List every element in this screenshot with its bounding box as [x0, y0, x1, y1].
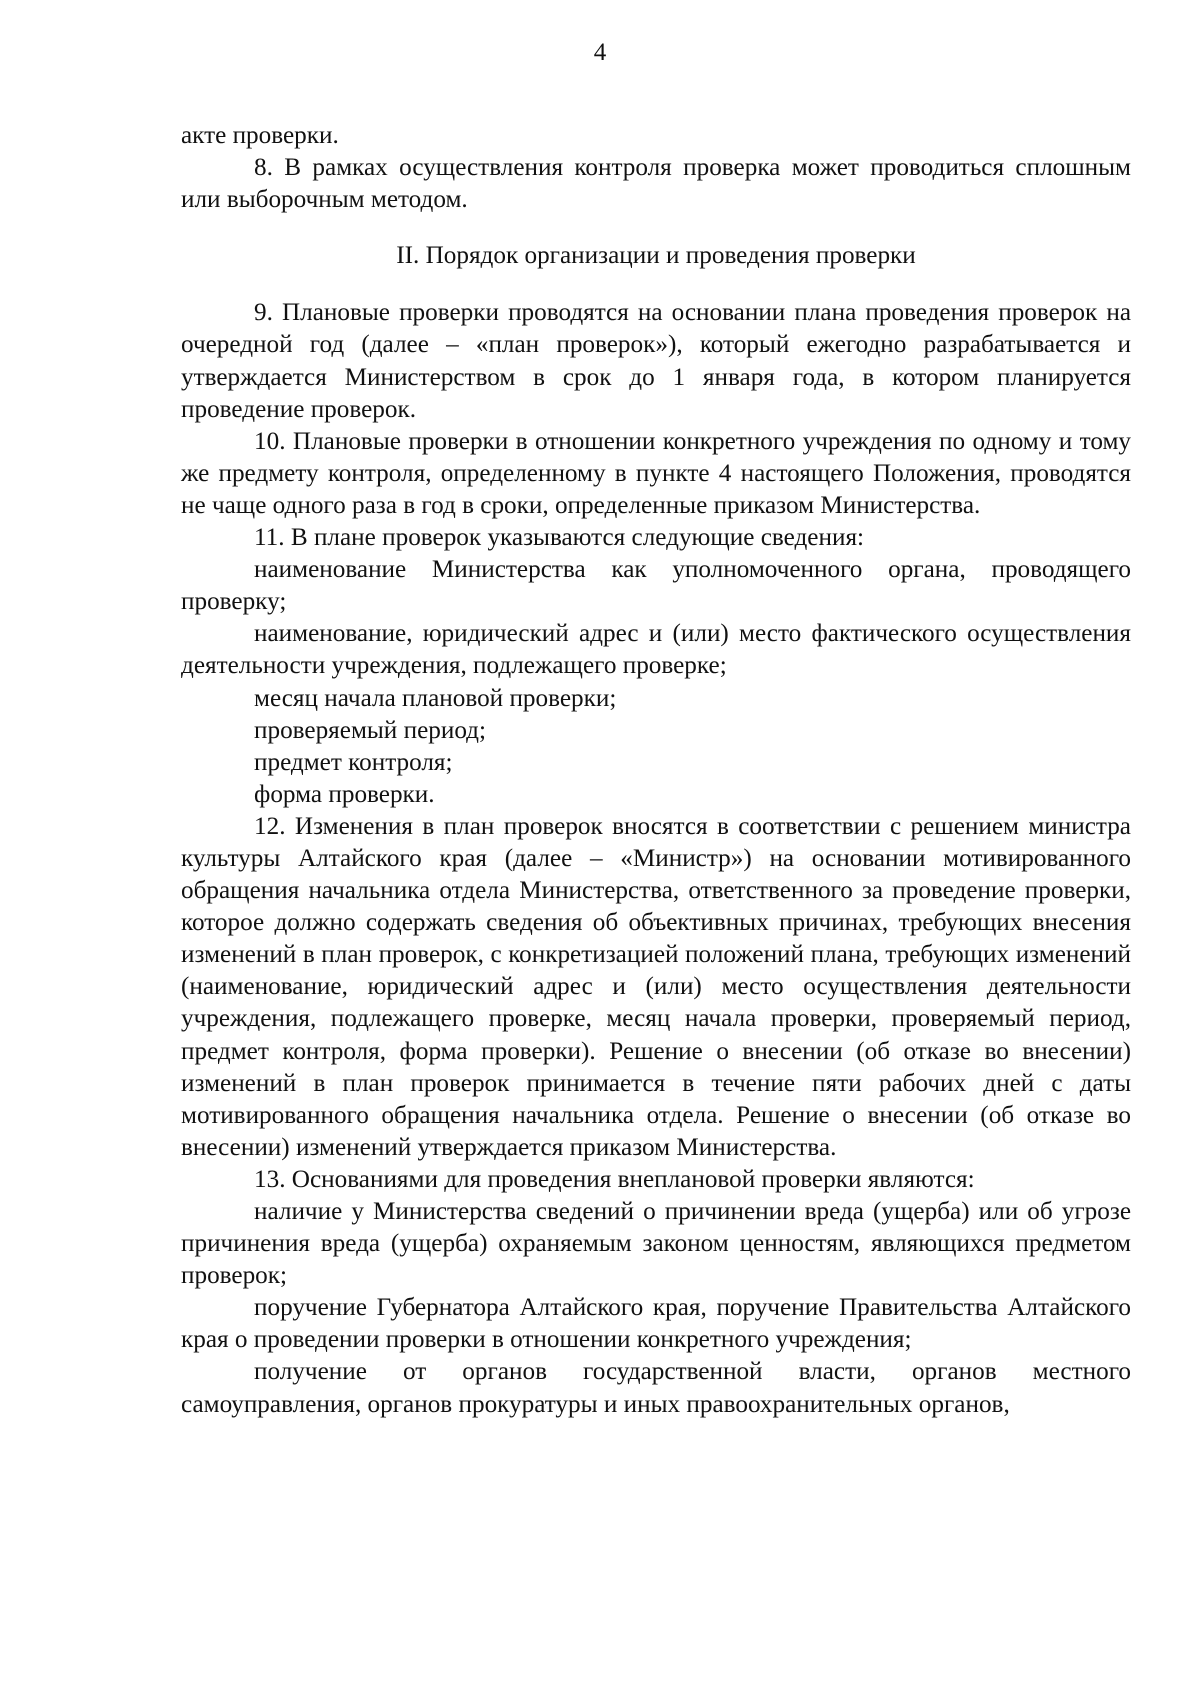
- document-body: [181, 120, 1131, 1421]
- list-item: получение от органов государственной власти, органов местного самоуправления, органов прокуратуры и иных правоохранительных органов,: [181, 1358, 1131, 1418]
- list-item: наличие у Министерства сведений о причинении вреда (ущерба) или об угрозе причинения вреда (ущерба) охраняемым законом ценностям, являющихся предметом проверок;: [181, 1198, 1131, 1290]
- paragraph-10: 10. Плановые проверки в отношении конкретного учреждения по одному и тому же предмету контроля, определенному в пункте 4 настоящего Положения, проводятся не чаще одного раза в год в сроки, определенные приказом Министерства.: [181, 427, 1131, 519]
- section-title: II. Порядок организации и проведения проверки: [396, 242, 916, 270]
- paragraph-continuation: акте проверки.: [181, 122, 339, 149]
- paragraph-9: 9. Плановые проверки проводятся на основании плана проведения проверок на очередной год (далее – «план проверок»), который ежегодно разрабатывается и утверждается Министерством в срок до 1 января года, в котором планируется проведение проверок.: [181, 299, 1131, 423]
- page-number: 4: [593, 39, 607, 66]
- paragraph-12: 12. Изменения в план проверок вносятся в соответствии с решением министра культуры Алтайского края (далее – «Министр») на основании мотивированного обращения начальника отдела Министерства, ответственного за проведение проверки, которое должно содержать сведения об объективных причинах, требующих внесения изменений в план проверок, с конкретизацией положений плана, требующих изменений (наименование, юридический адрес и (или) место осуществления деятельности учреждения, подлежащего проверке, месяц начала проверки, проверяемый период, предмет контроля, форма проверки). Решение о внесении (об отказе во внесении) изменений в план проверок принимается в течение пяти рабочих дней с даты мотивированного обращения начальника отдела. Решение о внесении (об отказе во внесении) изменений утверждается приказом Министерства.: [181, 812, 1131, 1161]
- list-item: наименование Министерства как уполномоченного органа, проводящего проверку;: [181, 556, 1131, 616]
- list-item: месяц начала плановой проверки;: [254, 684, 617, 712]
- list-item: поручение Губернатора Алтайского края, поручение Правительства Алтайского края о проведении проверки в отношении конкретного учреждения;: [181, 1294, 1131, 1354]
- paragraph-11: 11. В плане проверок указываются следующие сведения:: [254, 524, 865, 552]
- list-item: форма проверки.: [254, 780, 435, 808]
- list-item: наименование, юридический адрес и (или) место фактического осуществления деятельности учреждения, подлежащего проверке;: [181, 620, 1131, 680]
- paragraph-13: 13. Основаниями для проведения внеплановой проверки являются:: [254, 1165, 975, 1193]
- list-item: проверяемый период;: [254, 716, 487, 744]
- paragraph-8: 8. В рамках осуществления контроля проверка может проводиться сплошным или выборочным методом.: [181, 154, 1131, 214]
- list-item: предмет контроля;: [254, 748, 453, 776]
